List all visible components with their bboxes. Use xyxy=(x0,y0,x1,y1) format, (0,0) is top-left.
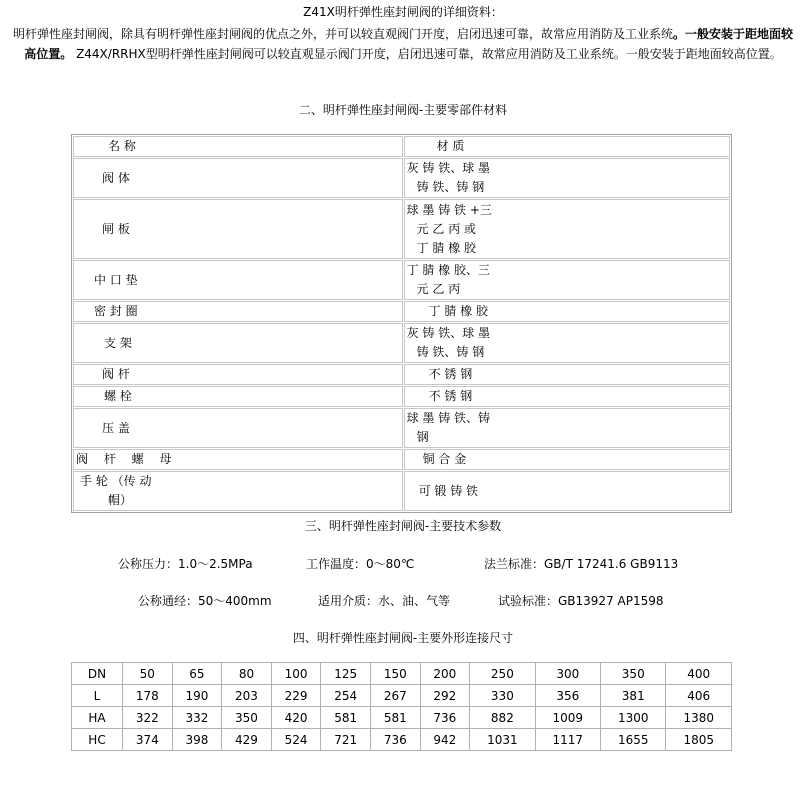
part-name xyxy=(73,364,403,385)
parts-row xyxy=(73,386,730,407)
part-material-line: 钢 xyxy=(416,430,429,444)
part-name-line: 阀 杆 xyxy=(102,367,130,381)
param-medium: 适用介质：水、油、气等 xyxy=(318,594,451,608)
dims-row xyxy=(72,729,732,751)
dims-cell: 406 xyxy=(666,685,732,707)
parts-row xyxy=(73,449,730,470)
part-material-line: 丁 腈 橡 胶、三 xyxy=(406,263,491,277)
part-name xyxy=(73,260,403,300)
parts-header-name: 名 称 xyxy=(73,136,403,157)
dims-cell: 1117 xyxy=(535,729,600,751)
part-material xyxy=(404,301,730,322)
parts-row xyxy=(73,301,730,322)
dims-cell: 1031 xyxy=(470,729,535,751)
parts-row xyxy=(73,408,730,448)
dims-cell: 882 xyxy=(470,707,535,729)
dims-cell: 736 xyxy=(370,729,420,751)
dims-cell: 125 xyxy=(321,663,371,685)
part-material xyxy=(404,323,730,363)
part-name-line: 闸 板 xyxy=(102,221,130,236)
dims-cell: 178 xyxy=(123,685,173,707)
dims-row-label: L xyxy=(72,685,123,707)
part-name-line: 螺 栓 xyxy=(104,389,132,403)
parts-material-table xyxy=(71,134,732,513)
dims-cell: 1009 xyxy=(535,707,600,729)
dims-row xyxy=(72,707,732,729)
dims-cell: 254 xyxy=(321,685,371,707)
part-name-line: 密 封 圈 xyxy=(94,304,138,318)
dims-cell: 250 xyxy=(470,663,535,685)
dims-cell: 356 xyxy=(535,685,600,707)
part-material xyxy=(404,260,730,300)
intro-text-1: 明杆弹性座封闸阀，除具有明杆弹性座封闸阀的优点之外，并可以较直观阀门开度，启闭迅速可靠，故常应用消防及工业系统 xyxy=(12,27,673,41)
intro-text-bold: 。一般安装于距地面较高位置。 xyxy=(24,27,794,61)
part-material-line: 铸 铁、铸 钢 xyxy=(416,345,485,359)
dims-cell: 229 xyxy=(271,685,321,707)
intro-text-2: Z44X/RRHX型明杆弹性座封闸阀可以较直观显示阀门开度，启闭迅速可靠，故常应用消防及工业系统。一般安装于距地面较高位置。 xyxy=(72,47,782,61)
part-name-line: 压 盖 xyxy=(102,420,130,435)
dims-cell: 350 xyxy=(222,707,272,729)
param-temperature: 工作温度：0～80℃ xyxy=(306,557,415,571)
dims-cell: 1380 xyxy=(666,707,732,729)
parts-row xyxy=(73,260,730,300)
dims-row xyxy=(72,685,732,707)
dims-cell: 350 xyxy=(601,663,666,685)
part-material-line: 元 乙 丙 xyxy=(416,282,461,296)
part-material-line: 丁 腈 橡 胶 xyxy=(428,304,489,318)
part-name-line: 中 口 垫 xyxy=(94,272,138,287)
dims-cell: 330 xyxy=(470,685,535,707)
dims-cell: 292 xyxy=(420,685,470,707)
parts-row xyxy=(73,364,730,385)
part-name xyxy=(73,199,403,259)
part-material-line: 可 锻 铸 铁 xyxy=(418,483,479,498)
part-material-line: 灰 铸 铁、球 墨 xyxy=(406,326,491,340)
part-name xyxy=(73,158,403,198)
parts-row xyxy=(73,471,730,511)
param-diameter: 公称通经：50～400mm xyxy=(138,594,272,608)
dims-cell: 429 xyxy=(222,729,272,751)
dims-cell: 381 xyxy=(601,685,666,707)
part-material xyxy=(404,199,730,259)
part-name xyxy=(73,449,403,470)
dims-cell: 65 xyxy=(172,663,222,685)
page-title: Z41X明杆弹性座封闸阀的详细资料： xyxy=(303,5,503,19)
section-4-title: 四、明杆弹性座封闸阀-主要外形连接尺寸 xyxy=(292,631,514,645)
dims-cell: 322 xyxy=(123,707,173,729)
dims-cell: 200 xyxy=(420,663,470,685)
part-material xyxy=(404,471,730,511)
intro-paragraph xyxy=(8,24,798,64)
dims-cell: 524 xyxy=(271,729,321,751)
part-name-line: 阀 杆 螺 母 xyxy=(76,452,178,466)
dims-cell: 721 xyxy=(321,729,371,751)
part-material xyxy=(404,364,730,385)
part-name-line: 支 架 xyxy=(104,335,132,350)
dims-cell: 1300 xyxy=(601,707,666,729)
parts-row xyxy=(73,199,730,259)
dims-cell: 190 xyxy=(172,685,222,707)
dims-cell: 150 xyxy=(370,663,420,685)
part-material-line: 不 锈 钢 xyxy=(428,367,473,381)
part-name xyxy=(73,301,403,322)
dims-cell: 398 xyxy=(172,729,222,751)
part-material-line: 铜 合 金 xyxy=(422,452,467,466)
param-pressure: 公称压力：1.0～2.5MPa xyxy=(118,557,253,571)
dims-cell: 374 xyxy=(123,729,173,751)
dims-cell: 581 xyxy=(370,707,420,729)
dims-cell: 942 xyxy=(420,729,470,751)
dims-cell: 1805 xyxy=(666,729,732,751)
parts-header-row xyxy=(73,136,730,157)
parts-header-material: 材 质 xyxy=(404,136,730,157)
part-material-line: 铸 铁、铸 钢 xyxy=(416,180,485,194)
dims-cell: 1655 xyxy=(601,729,666,751)
part-material xyxy=(404,386,730,407)
part-material-line: 球 墨 铸 铁、铸 xyxy=(406,411,491,425)
parts-row xyxy=(73,158,730,198)
part-material-line: 灰 铸 铁、球 墨 xyxy=(406,161,491,175)
dims-row-label: HA xyxy=(72,707,123,729)
part-name xyxy=(73,408,403,448)
param-test: 试验标准：GB13927 AP1598 xyxy=(498,594,664,608)
dims-cell: 80 xyxy=(222,663,272,685)
param-flange: 法兰标准：GB/T 17241.6 GB9113 xyxy=(484,557,679,571)
section-2-title: 二、明杆弹性座封闸阀-主要零部件材料 xyxy=(298,103,508,117)
dims-row-label: HC xyxy=(72,729,123,751)
part-material-line: 元 乙 丙 或 xyxy=(416,221,477,236)
parts-row xyxy=(73,323,730,363)
dims-row xyxy=(72,663,732,685)
part-material-line: 不 锈 钢 xyxy=(428,389,473,403)
dims-cell: 203 xyxy=(222,685,272,707)
dims-cell: 736 xyxy=(420,707,470,729)
part-name-line: 手 轮 （传 动 xyxy=(80,474,152,488)
part-name-line: 阀 体 xyxy=(102,170,130,185)
dims-cell: 332 xyxy=(172,707,222,729)
dims-cell: 400 xyxy=(666,663,732,685)
part-material-line: 球 墨 铸 铁 +三 xyxy=(406,202,492,217)
dims-row-label: DN xyxy=(72,663,123,685)
part-material xyxy=(404,158,730,198)
dims-cell: 420 xyxy=(271,707,321,729)
dimensions-table xyxy=(71,662,732,751)
dims-cell: 581 xyxy=(321,707,371,729)
dims-cell: 50 xyxy=(123,663,173,685)
part-material-line: 丁 腈 橡 胶 xyxy=(416,240,477,255)
part-name-line: 帽） xyxy=(108,493,133,507)
part-material xyxy=(404,408,730,448)
part-name xyxy=(73,471,403,511)
section-3-title: 三、明杆弹性座封闸阀-主要技术参数 xyxy=(304,519,502,533)
dims-cell: 267 xyxy=(370,685,420,707)
part-material xyxy=(404,449,730,470)
dims-cell: 300 xyxy=(535,663,600,685)
part-name xyxy=(73,386,403,407)
part-name xyxy=(73,323,403,363)
dims-cell: 100 xyxy=(271,663,321,685)
